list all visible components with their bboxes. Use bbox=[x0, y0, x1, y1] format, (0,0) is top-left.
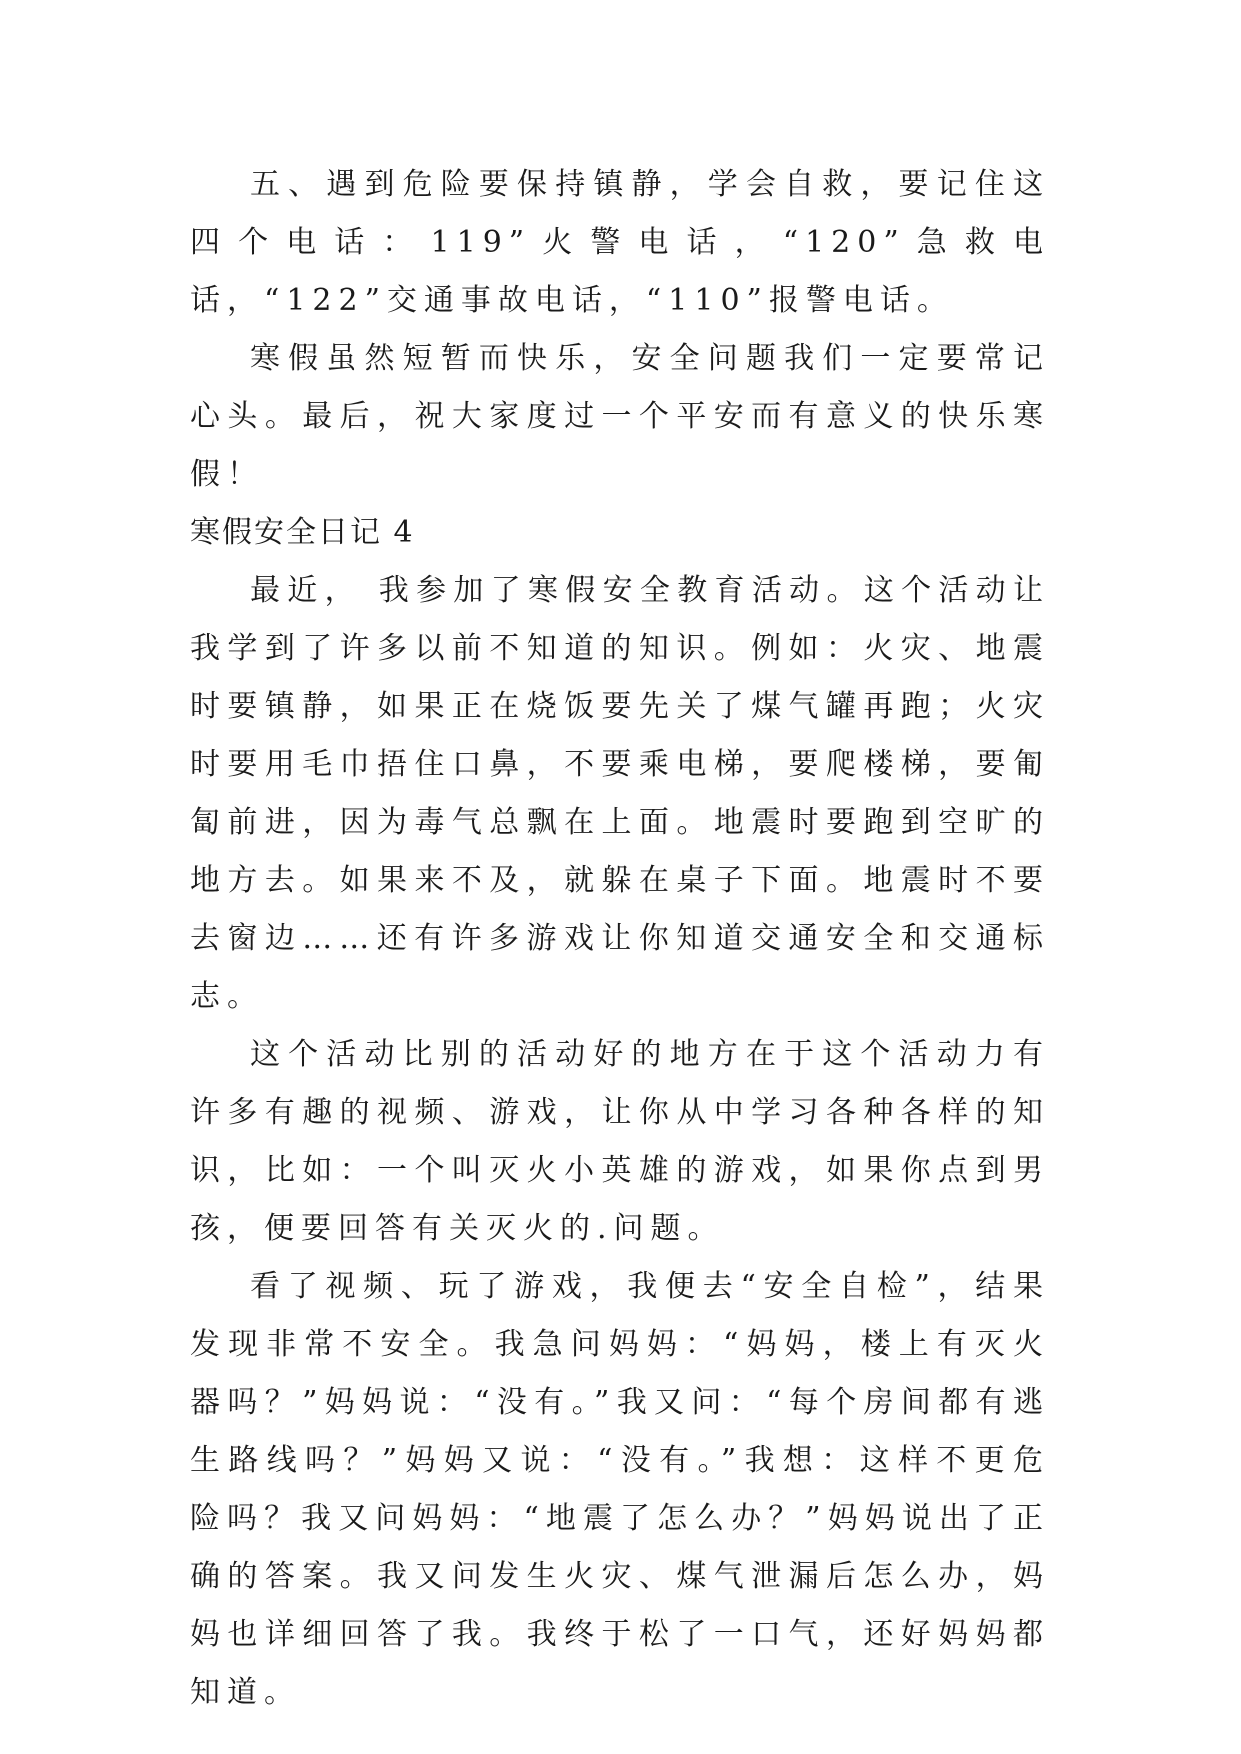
section-title: 寒假安全日记 4 bbox=[190, 515, 415, 550]
paragraph-videos-games: 这个活动比别的活动好的地方在于这个活动力有许多有趣的视频、游戏，让你从中学习各种各样的知识，比如：一个叫灭火小英雄的游戏，如果你点到男孩，便要回答有关灭火的.问题。 bbox=[190, 1037, 1050, 1246]
document-body bbox=[190, 156, 1050, 1722]
paragraph-closing-wish: 寒假虽然短暂而快乐，安全问题我们一定要常记心头。最后，祝大家度过一个平安而有意义的快乐寒假！ bbox=[190, 341, 1050, 492]
paragraph-emergency-numbers: 五、遇到危险要保持镇静，学会自救，要记住这四个电话：119”火警电话，“120”急救电话，“122”交通事故电话，“110”报警电话。 bbox=[190, 167, 1050, 318]
paragraph-safety-activity: 最近， 我参加了寒假安全教育活动。这个活动让我学到了许多以前不知道的知识。例如：火灾、地震时要镇静，如果正在烧饭要先关了煤气罐再跑；火灾时要用毛巾捂住口鼻，不要乘电梯，要爬楼梯，要匍匐前进，因为毒气总飘在上面。地震时要跑到空旷的地方去。如果来不及，就躲在桌子下面。地震时不要去窗边……还有许多游戏让你知道交通安全和交通标志。 bbox=[190, 573, 1050, 1014]
paragraph-self-check: 看了视频、玩了游戏，我便去“安全自检”，结果发现非常不安全。我急问妈妈：“妈妈，楼上有灭火器吗？”妈妈说：“没有。”我又问：“每个房间都有逃生路线吗？”妈妈又说：“没有。”我想：这样不更危险吗？我又问妈妈：“地震了怎么办？”妈妈说出了正确的答案。我又问发生火灾、煤气泄漏后怎么办，妈妈也详细回答了我。我终于松了一口气，还好妈妈都知道。 bbox=[190, 1269, 1050, 1710]
